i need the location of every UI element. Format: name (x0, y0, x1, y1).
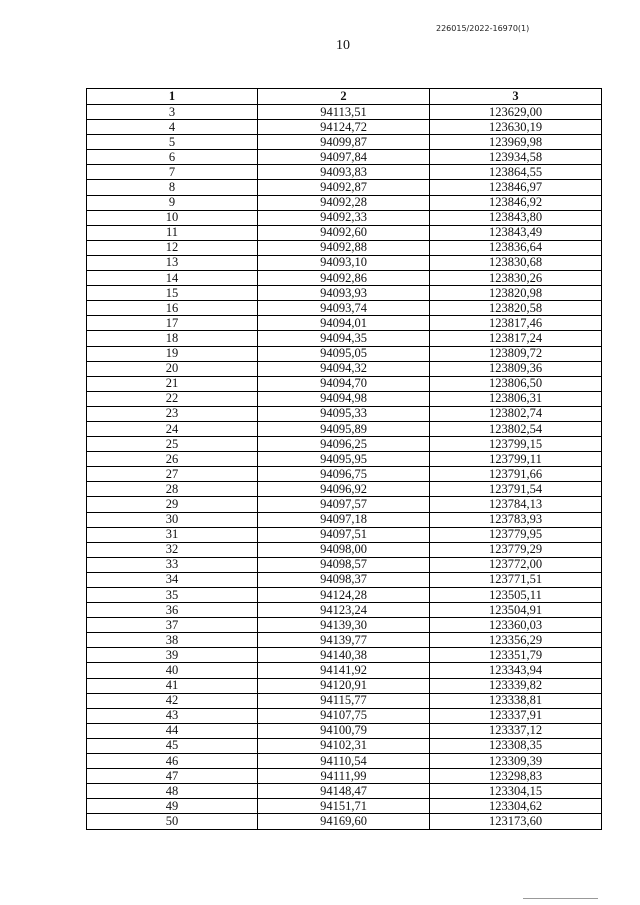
point-number-cell: 34 (87, 572, 258, 587)
point-number-cell: 27 (87, 467, 258, 482)
point-number-cell: 29 (87, 497, 258, 512)
y-coordinate-cell: 123806,31 (430, 391, 602, 406)
table-row (87, 693, 602, 708)
y-coordinate-cell: 123629,00 (430, 105, 602, 120)
table-row (87, 572, 602, 587)
table-row (87, 452, 602, 467)
point-number-cell: 46 (87, 754, 258, 769)
x-coordinate-cell: 94124,28 (258, 588, 430, 603)
table-row (87, 603, 602, 618)
table-row (87, 512, 602, 527)
y-coordinate-cell: 123802,54 (430, 421, 602, 436)
table-row (87, 150, 602, 165)
point-number-cell: 42 (87, 693, 258, 708)
table-row (87, 588, 602, 603)
x-coordinate-cell: 94094,32 (258, 361, 430, 376)
table-row (87, 437, 602, 452)
document-id: 226015/2022-16970(1) (436, 24, 530, 33)
x-coordinate-cell: 94092,86 (258, 271, 430, 286)
y-coordinate-cell: 123799,15 (430, 437, 602, 452)
point-number-cell: 35 (87, 588, 258, 603)
table-row (87, 784, 602, 799)
point-number-cell: 36 (87, 603, 258, 618)
y-coordinate-cell: 123806,50 (430, 376, 602, 391)
x-coordinate-cell: 94140,38 (258, 648, 430, 663)
table-row (87, 301, 602, 316)
y-coordinate-cell: 123817,46 (430, 316, 602, 331)
point-number-cell: 12 (87, 240, 258, 255)
x-coordinate-cell: 94094,70 (258, 376, 430, 391)
table-row (87, 678, 602, 693)
table-row (87, 482, 602, 497)
table-row (87, 286, 602, 301)
y-coordinate-cell: 123779,95 (430, 527, 602, 542)
y-coordinate-cell: 123843,80 (430, 210, 602, 225)
point-number-cell: 5 (87, 135, 258, 150)
x-coordinate-cell: 94097,51 (258, 527, 430, 542)
x-coordinate-cell: 94092,60 (258, 225, 430, 240)
point-number-cell: 49 (87, 799, 258, 814)
y-coordinate-cell: 123799,11 (430, 452, 602, 467)
y-coordinate-cell: 123337,91 (430, 708, 602, 723)
x-coordinate-cell: 94139,77 (258, 633, 430, 648)
x-coordinate-cell: 94092,88 (258, 240, 430, 255)
x-coordinate-cell: 94110,54 (258, 754, 430, 769)
point-number-cell: 7 (87, 165, 258, 180)
coordinates-table (86, 88, 602, 830)
y-coordinate-cell: 123817,24 (430, 331, 602, 346)
y-coordinate-cell: 123304,15 (430, 784, 602, 799)
point-number-cell: 47 (87, 769, 258, 784)
x-coordinate-cell: 94139,30 (258, 618, 430, 633)
table-row (87, 195, 602, 210)
x-coordinate-cell: 94111,99 (258, 769, 430, 784)
point-number-cell: 16 (87, 301, 258, 316)
table-row (87, 316, 602, 331)
y-coordinate-cell: 123802,74 (430, 406, 602, 421)
x-coordinate-cell: 94092,87 (258, 180, 430, 195)
table-row (87, 708, 602, 723)
point-number-cell: 8 (87, 180, 258, 195)
y-coordinate-cell: 123830,26 (430, 271, 602, 286)
column-header: 2 (258, 89, 430, 105)
table-row (87, 769, 602, 784)
table-row (87, 346, 602, 361)
y-coordinate-cell: 123356,29 (430, 633, 602, 648)
point-number-cell: 15 (87, 286, 258, 301)
x-coordinate-cell: 94093,93 (258, 286, 430, 301)
x-coordinate-cell: 94115,77 (258, 693, 430, 708)
x-coordinate-cell: 94099,87 (258, 135, 430, 150)
table-row (87, 331, 602, 346)
x-coordinate-cell: 94094,01 (258, 316, 430, 331)
x-coordinate-cell: 94100,79 (258, 723, 430, 738)
x-coordinate-cell: 94095,89 (258, 421, 430, 436)
x-coordinate-cell: 94093,74 (258, 301, 430, 316)
point-number-cell: 50 (87, 814, 258, 829)
table-row (87, 648, 602, 663)
point-number-cell: 48 (87, 784, 258, 799)
y-coordinate-cell: 123809,72 (430, 346, 602, 361)
point-number-cell: 44 (87, 723, 258, 738)
x-coordinate-cell: 94092,33 (258, 210, 430, 225)
point-number-cell: 19 (87, 346, 258, 361)
x-coordinate-cell: 94102,31 (258, 738, 430, 753)
y-coordinate-cell: 123791,54 (430, 482, 602, 497)
table-row (87, 557, 602, 572)
point-number-cell: 32 (87, 542, 258, 557)
table-row (87, 391, 602, 406)
y-coordinate-cell: 123308,35 (430, 738, 602, 753)
point-number-cell: 4 (87, 120, 258, 135)
table-row (87, 527, 602, 542)
table-row (87, 421, 602, 436)
x-coordinate-cell: 94120,91 (258, 678, 430, 693)
x-coordinate-cell: 94095,05 (258, 346, 430, 361)
table-row (87, 135, 602, 150)
table-row (87, 120, 602, 135)
y-coordinate-cell: 123843,49 (430, 225, 602, 240)
y-coordinate-cell: 123173,60 (430, 814, 602, 829)
x-coordinate-cell: 94098,57 (258, 557, 430, 572)
y-coordinate-cell: 123298,83 (430, 769, 602, 784)
point-number-cell: 39 (87, 648, 258, 663)
point-number-cell: 13 (87, 255, 258, 270)
x-coordinate-cell: 94096,92 (258, 482, 430, 497)
point-number-cell: 14 (87, 271, 258, 286)
x-coordinate-cell: 94094,98 (258, 391, 430, 406)
point-number-cell: 23 (87, 406, 258, 421)
table-row (87, 723, 602, 738)
point-number-cell: 24 (87, 421, 258, 436)
point-number-cell: 11 (87, 225, 258, 240)
point-number-cell: 9 (87, 195, 258, 210)
table-row (87, 271, 602, 286)
point-number-cell: 25 (87, 437, 258, 452)
y-coordinate-cell: 123343,94 (430, 663, 602, 678)
y-coordinate-cell: 123337,12 (430, 723, 602, 738)
y-coordinate-cell: 123505,11 (430, 588, 602, 603)
x-coordinate-cell: 94141,92 (258, 663, 430, 678)
point-number-cell: 6 (87, 150, 258, 165)
column-header: 1 (87, 89, 258, 105)
y-coordinate-cell: 123791,66 (430, 467, 602, 482)
table-header-row (87, 89, 602, 105)
y-coordinate-cell: 123304,62 (430, 799, 602, 814)
table-row (87, 255, 602, 270)
y-coordinate-cell: 123846,97 (430, 180, 602, 195)
y-coordinate-cell: 123846,92 (430, 195, 602, 210)
x-coordinate-cell: 94097,84 (258, 150, 430, 165)
x-coordinate-cell: 94098,00 (258, 542, 430, 557)
y-coordinate-cell: 123630,19 (430, 120, 602, 135)
table-row (87, 210, 602, 225)
x-coordinate-cell: 94113,51 (258, 105, 430, 120)
table-row (87, 497, 602, 512)
point-number-cell: 10 (87, 210, 258, 225)
footer-divider (523, 898, 598, 899)
column-header: 3 (430, 89, 602, 105)
x-coordinate-cell: 94148,47 (258, 784, 430, 799)
x-coordinate-cell: 94151,71 (258, 799, 430, 814)
x-coordinate-cell: 94094,35 (258, 331, 430, 346)
y-coordinate-cell: 123504,91 (430, 603, 602, 618)
y-coordinate-cell: 123339,82 (430, 678, 602, 693)
y-coordinate-cell: 123969,98 (430, 135, 602, 150)
table-body (87, 105, 602, 830)
table-row (87, 633, 602, 648)
x-coordinate-cell: 94098,37 (258, 572, 430, 587)
table-row (87, 406, 602, 421)
x-coordinate-cell: 94097,57 (258, 497, 430, 512)
y-coordinate-cell: 123351,79 (430, 648, 602, 663)
y-coordinate-cell: 123338,81 (430, 693, 602, 708)
point-number-cell: 43 (87, 708, 258, 723)
y-coordinate-cell: 123830,68 (430, 255, 602, 270)
table-row (87, 361, 602, 376)
point-number-cell: 28 (87, 482, 258, 497)
point-number-cell: 33 (87, 557, 258, 572)
point-number-cell: 40 (87, 663, 258, 678)
table-row (87, 165, 602, 180)
table-row (87, 542, 602, 557)
table-row (87, 754, 602, 769)
point-number-cell: 3 (87, 105, 258, 120)
x-coordinate-cell: 94124,72 (258, 120, 430, 135)
y-coordinate-cell: 123820,98 (430, 286, 602, 301)
x-coordinate-cell: 94092,28 (258, 195, 430, 210)
point-number-cell: 45 (87, 738, 258, 753)
point-number-cell: 18 (87, 331, 258, 346)
y-coordinate-cell: 123771,51 (430, 572, 602, 587)
y-coordinate-cell: 123820,58 (430, 301, 602, 316)
table-row (87, 814, 602, 829)
point-number-cell: 30 (87, 512, 258, 527)
x-coordinate-cell: 94107,75 (258, 708, 430, 723)
x-coordinate-cell: 94095,95 (258, 452, 430, 467)
point-number-cell: 22 (87, 391, 258, 406)
point-number-cell: 37 (87, 618, 258, 633)
x-coordinate-cell: 94097,18 (258, 512, 430, 527)
x-coordinate-cell: 94093,10 (258, 255, 430, 270)
x-coordinate-cell: 94123,24 (258, 603, 430, 618)
y-coordinate-cell: 123864,55 (430, 165, 602, 180)
x-coordinate-cell: 94096,25 (258, 437, 430, 452)
y-coordinate-cell: 123836,64 (430, 240, 602, 255)
point-number-cell: 41 (87, 678, 258, 693)
table-row (87, 105, 602, 120)
y-coordinate-cell: 123783,93 (430, 512, 602, 527)
point-number-cell: 21 (87, 376, 258, 391)
y-coordinate-cell: 123360,03 (430, 618, 602, 633)
y-coordinate-cell: 123784,13 (430, 497, 602, 512)
table-row (87, 738, 602, 753)
table-row (87, 240, 602, 255)
x-coordinate-cell: 94095,33 (258, 406, 430, 421)
point-number-cell: 17 (87, 316, 258, 331)
table-row (87, 618, 602, 633)
table-row (87, 799, 602, 814)
table-row (87, 663, 602, 678)
y-coordinate-cell: 123772,00 (430, 557, 602, 572)
table-row (87, 225, 602, 240)
y-coordinate-cell: 123809,36 (430, 361, 602, 376)
y-coordinate-cell: 123779,29 (430, 542, 602, 557)
point-number-cell: 38 (87, 633, 258, 648)
x-coordinate-cell: 94093,83 (258, 165, 430, 180)
page-number: 10 (336, 38, 350, 53)
point-number-cell: 20 (87, 361, 258, 376)
x-coordinate-cell: 94169,60 (258, 814, 430, 829)
table-row (87, 376, 602, 391)
y-coordinate-cell: 123934,58 (430, 150, 602, 165)
x-coordinate-cell: 94096,75 (258, 467, 430, 482)
point-number-cell: 26 (87, 452, 258, 467)
point-number-cell: 31 (87, 527, 258, 542)
table-row (87, 467, 602, 482)
table-row (87, 180, 602, 195)
y-coordinate-cell: 123309,39 (430, 754, 602, 769)
